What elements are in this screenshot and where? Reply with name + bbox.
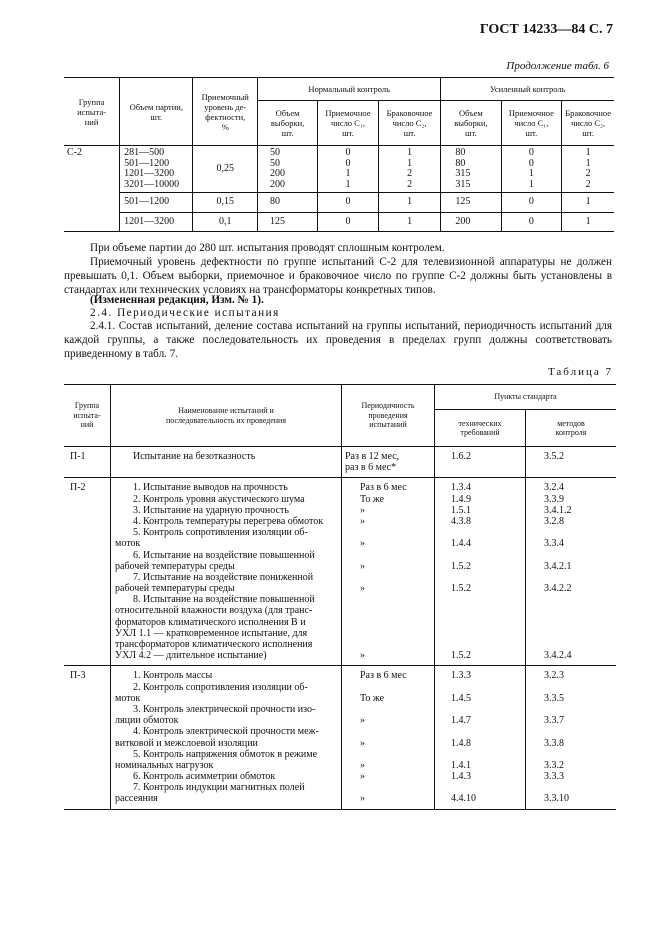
t7-test-name-line: витковой и межслоевой изоляции xyxy=(115,737,258,749)
t7-period-line: Раз в 12 мес, xyxy=(345,451,400,462)
t7-period: Раз в 6 мес xyxy=(360,670,407,682)
t7-tech-ref: 1.5.1 xyxy=(451,504,471,516)
t7-test-name-line: 1. Испытание выводов на прочность xyxy=(133,482,288,494)
t6-cell: 0 xyxy=(501,193,562,213)
t7-method-ref: 3.5.2 xyxy=(544,451,564,462)
t6-aql-cell: 0,25 xyxy=(193,146,258,193)
t7-method-ref: 3.3.3 xyxy=(544,771,564,783)
t6-cell: 0,15 xyxy=(193,193,258,213)
table-row xyxy=(64,666,616,809)
t6-header-strict: Усиленный контроль xyxy=(441,78,614,101)
t7-test-name-line: моток xyxy=(115,692,141,704)
t6-s-reject-cell: 1 1 2 2 xyxy=(585,147,591,190)
t6-cell: 1 xyxy=(585,215,591,227)
t7-period-line: раз в 6 мес* xyxy=(345,462,397,474)
t7-test-name: Испытание на безотказность xyxy=(111,447,342,478)
t7-periods xyxy=(342,478,435,666)
t6-n-reject-cell: 1 1 2 2 xyxy=(378,146,441,193)
t6-header-s-accept: Приемочное число C₁, шт. xyxy=(501,101,562,146)
t7-test-name-line: моток xyxy=(115,538,141,550)
t7-test-name-line: 3. Контроль электрической прочности изо- xyxy=(133,703,316,715)
t7-test-names xyxy=(111,478,342,666)
t6-cell: 125 xyxy=(258,212,318,232)
table-6 xyxy=(64,77,614,232)
t7-period: » xyxy=(360,771,365,783)
t7-method-ref: 3.3.4 xyxy=(544,538,564,550)
t6-cell: 200 xyxy=(441,212,501,232)
t7-period: » xyxy=(360,737,365,749)
paragraph-2-4-1: 2.4.1. Состав испытаний, деление состава испытаний на группы испытаний, периодичность испытаний для каждой группы, а также последовательность их проведения в пределах групп должны соответствовать приведенному в табл. 7. xyxy=(64,320,612,360)
t7-test-name-line: УХЛ 1.1 — кратковременное испытание, для xyxy=(115,627,308,639)
t7-tech-ref: 1.3.3 xyxy=(451,670,471,682)
t7-method-ref: 3.3.8 xyxy=(544,737,564,749)
t7-test-name-line: относительной влажности воздуха (для транс- xyxy=(115,605,313,617)
t7-test-name-line: 2. Контроль уровня акустического шума xyxy=(133,493,305,505)
table-row xyxy=(64,146,614,193)
t7-tech-ref: 1.3.4 xyxy=(451,482,471,494)
t6-s-sample-cell: 80 80 315 315 xyxy=(441,146,501,193)
t7-method-ref: 3.4.2.2 xyxy=(544,583,572,595)
t7-test-name-line: трансформаторов климатического исполнения xyxy=(115,639,313,650)
t7-test-name-line: рабочей температуры среды xyxy=(115,560,235,572)
t6-s-accept-cell: 0 0 1 1 xyxy=(501,146,562,193)
t7-test-name-line: 2. Контроль сопротивления изоляции об- xyxy=(133,681,308,693)
t6-cell: 0 xyxy=(501,212,562,232)
t6-cell: 0 xyxy=(318,193,379,213)
page-header: ГОСТ 14233—84 С. 7 xyxy=(479,22,613,37)
t7-tech-ref: 1.6.2 xyxy=(435,447,526,478)
t7-header-period: Периодичность проведения испытаний xyxy=(342,385,435,447)
t7-group: П-2 xyxy=(64,478,111,666)
t7-test-name-line: 4. Контроль температуры перегрева обмоток xyxy=(133,515,324,527)
t7-method-ref: 3.3.5 xyxy=(544,692,564,704)
t6-header-s-sample: Объем выборки, шт. xyxy=(441,101,501,146)
t7-group: П-3 xyxy=(64,666,111,809)
t7-test-name-line: 5. Контроль напряжения обмоток в режиме xyxy=(133,748,318,760)
t7-period: » xyxy=(360,715,365,727)
t6-header-n-accept: Приемочное число C₁, шт. xyxy=(318,101,379,146)
table-row xyxy=(64,478,616,666)
t7-period: » xyxy=(360,515,365,527)
t6-header-n-reject: Браковочное число C₂, шт. xyxy=(378,101,441,146)
t6-cell: 0,1 xyxy=(193,212,258,232)
t7-period: » xyxy=(360,650,365,662)
section-heading-periodic-tests: 2.4. Периодические испытания xyxy=(90,307,280,319)
t7-method-ref: 3.3.10 xyxy=(544,793,569,805)
t7-group: П-1 xyxy=(64,447,111,478)
table-row xyxy=(64,447,616,478)
t7-test-name-line: УХЛ 4.2 — длительное испытание) xyxy=(115,650,267,662)
t7-header-points: Пункты стандарта xyxy=(435,385,617,410)
t7-method-refs xyxy=(526,478,617,666)
table-continuation-label: Продолжение табл. 6 xyxy=(506,60,609,72)
t7-method-ref: 3.4.1.2 xyxy=(544,504,572,516)
t6-cell: 1 xyxy=(378,212,441,232)
t6-cell: 1 xyxy=(585,196,591,207)
t7-period: То же xyxy=(360,692,385,704)
paragraph-aql-c2: Приемочный уровень дефектности по группе испытаний С-2 для телевизионной аппаратуры не должен превышать 0,1. Объем выборки, приемочное и браковочное число по группе С-2 должны быть установлены в стандартах или технических условиях на трансформаторы конкретных типов. xyxy=(64,256,612,296)
t6-header-n-sample: Объем выборки, шт. xyxy=(258,101,318,146)
table-row xyxy=(64,193,614,213)
paragraph-full-inspection: При объеме партии до 280 шт. испытания проводят сплошным контролем. xyxy=(90,242,445,254)
t7-method-ref: 3.3.7 xyxy=(544,715,564,727)
t7-period: » xyxy=(360,538,365,550)
t7-test-name-line: рассеяния xyxy=(115,793,158,805)
t7-tech-ref: 1.5.2 xyxy=(451,583,471,595)
t7-period: Раз в 6 мес xyxy=(360,482,407,494)
t7-tech-ref: 1.4.3 xyxy=(451,771,471,783)
t7-method-ref: 3.4.2.1 xyxy=(544,560,572,572)
t6-header-normal: Нормальный контроль xyxy=(258,78,441,101)
t6-header-group: Группа испыта- ний xyxy=(64,78,120,146)
t7-tech-ref: 4.3.8 xyxy=(451,515,471,527)
t7-tech-refs xyxy=(435,666,526,809)
t7-tech-ref: 1.4.9 xyxy=(451,493,471,505)
t6-header-s-reject: Браковочное число C₂, шт. xyxy=(562,101,614,146)
t7-periods xyxy=(342,666,435,809)
t7-header-tech: технических требований xyxy=(435,410,526,447)
t7-tech-refs xyxy=(435,478,526,666)
t7-test-name-line: 7. Испытание на воздействие пониженной xyxy=(133,571,314,583)
t7-tech-ref: 4.4.10 xyxy=(451,793,476,805)
t7-period: » xyxy=(360,504,365,516)
t7-test-name-line: рабочей температуры среды xyxy=(115,583,235,595)
t7-tech-ref: 1.5.2 xyxy=(451,560,471,572)
t7-test-names xyxy=(111,666,342,809)
t6-cell: 501—1200 xyxy=(120,193,193,213)
t7-test-name-line: 7. Контроль индукции магнитных полей xyxy=(133,782,305,794)
t7-tech-ref: 1.5.2 xyxy=(451,650,471,662)
t7-method-ref: 3.2.4 xyxy=(544,482,564,494)
t6-lot-cell: 281—500 501—1200 1201—3200 3201—10000 xyxy=(120,146,193,193)
t7-period xyxy=(342,447,435,478)
table-7-title: Таблица 7 xyxy=(547,366,613,378)
t7-method-refs xyxy=(526,666,617,809)
t7-header-group: Группа испыта- ний xyxy=(64,385,111,447)
t6-cell: 1 xyxy=(378,193,441,213)
t7-tech-ref: 1.4.7 xyxy=(451,715,471,727)
t7-test-name-line: ляции обмоток xyxy=(115,715,179,727)
t7-test-name-line: 6. Контроль асимметрии обмоток xyxy=(133,771,276,783)
t7-tech-ref: 1.4.5 xyxy=(451,692,471,704)
t7-test-name-line: 5. Контроль сопротивления изоляции об- xyxy=(133,527,308,539)
t7-tech-ref: 1.4.8 xyxy=(451,737,471,749)
t7-test-name-line: 6. Испытание на воздействие повышенной xyxy=(133,549,315,561)
t6-group: С-2 xyxy=(64,146,120,232)
t7-method-ref: 3.3.2 xyxy=(544,759,564,771)
t7-test-name-line: 4. Контроль электрической прочности меж- xyxy=(133,726,319,738)
table-7 xyxy=(64,384,616,810)
t7-method-ref: 3.4.2.4 xyxy=(544,650,572,662)
t7-tech-ref: 1.4.1 xyxy=(451,759,471,771)
paragraph-amendment: (Измененная редакция, Изм. № 1). xyxy=(90,294,264,306)
t6-cell: 125 xyxy=(441,193,501,213)
t7-period: » xyxy=(360,560,365,572)
t7-method-ref: 3.3.9 xyxy=(544,493,564,505)
t6-n-accept-cell: 0 0 1 1 xyxy=(318,146,379,193)
t6-header-aql: Приемочный уровень де- фектности, % xyxy=(193,78,258,146)
t7-period: То же xyxy=(360,493,385,505)
t6-header-lot: Объем партии, шт. xyxy=(120,78,193,146)
t7-tech-ref: 1.4.4 xyxy=(451,538,471,550)
t6-cell: 80 xyxy=(258,193,318,213)
t6-cell: 0 xyxy=(318,212,379,232)
t7-header-methods: методов контроля xyxy=(526,410,617,447)
t6-cell: 1201—3200 xyxy=(120,212,193,232)
t6-n-sample-cell: 50 50 200 200 xyxy=(258,146,318,193)
table-row xyxy=(64,212,614,232)
t7-test-name-line: номинальных нагрузок xyxy=(115,759,214,771)
t7-period: » xyxy=(360,793,365,805)
t7-header-name: Наименование испытаний и последовательность их проведения xyxy=(111,385,342,447)
t7-test-name-line: 3. Испытание на ударную прочность xyxy=(133,504,289,516)
t7-period: » xyxy=(360,759,365,771)
t7-period: » xyxy=(360,583,365,595)
t7-test-name-line: 1. Контроль массы xyxy=(133,670,213,682)
t7-test-name-line: 8. Испытание на воздействие повышенной xyxy=(133,594,315,606)
t7-method-ref: 3.2.8 xyxy=(544,515,564,527)
t7-method-ref: 3.2.3 xyxy=(544,670,564,682)
t7-test-name-line: форматоров климатического исполнения В и xyxy=(115,616,306,628)
